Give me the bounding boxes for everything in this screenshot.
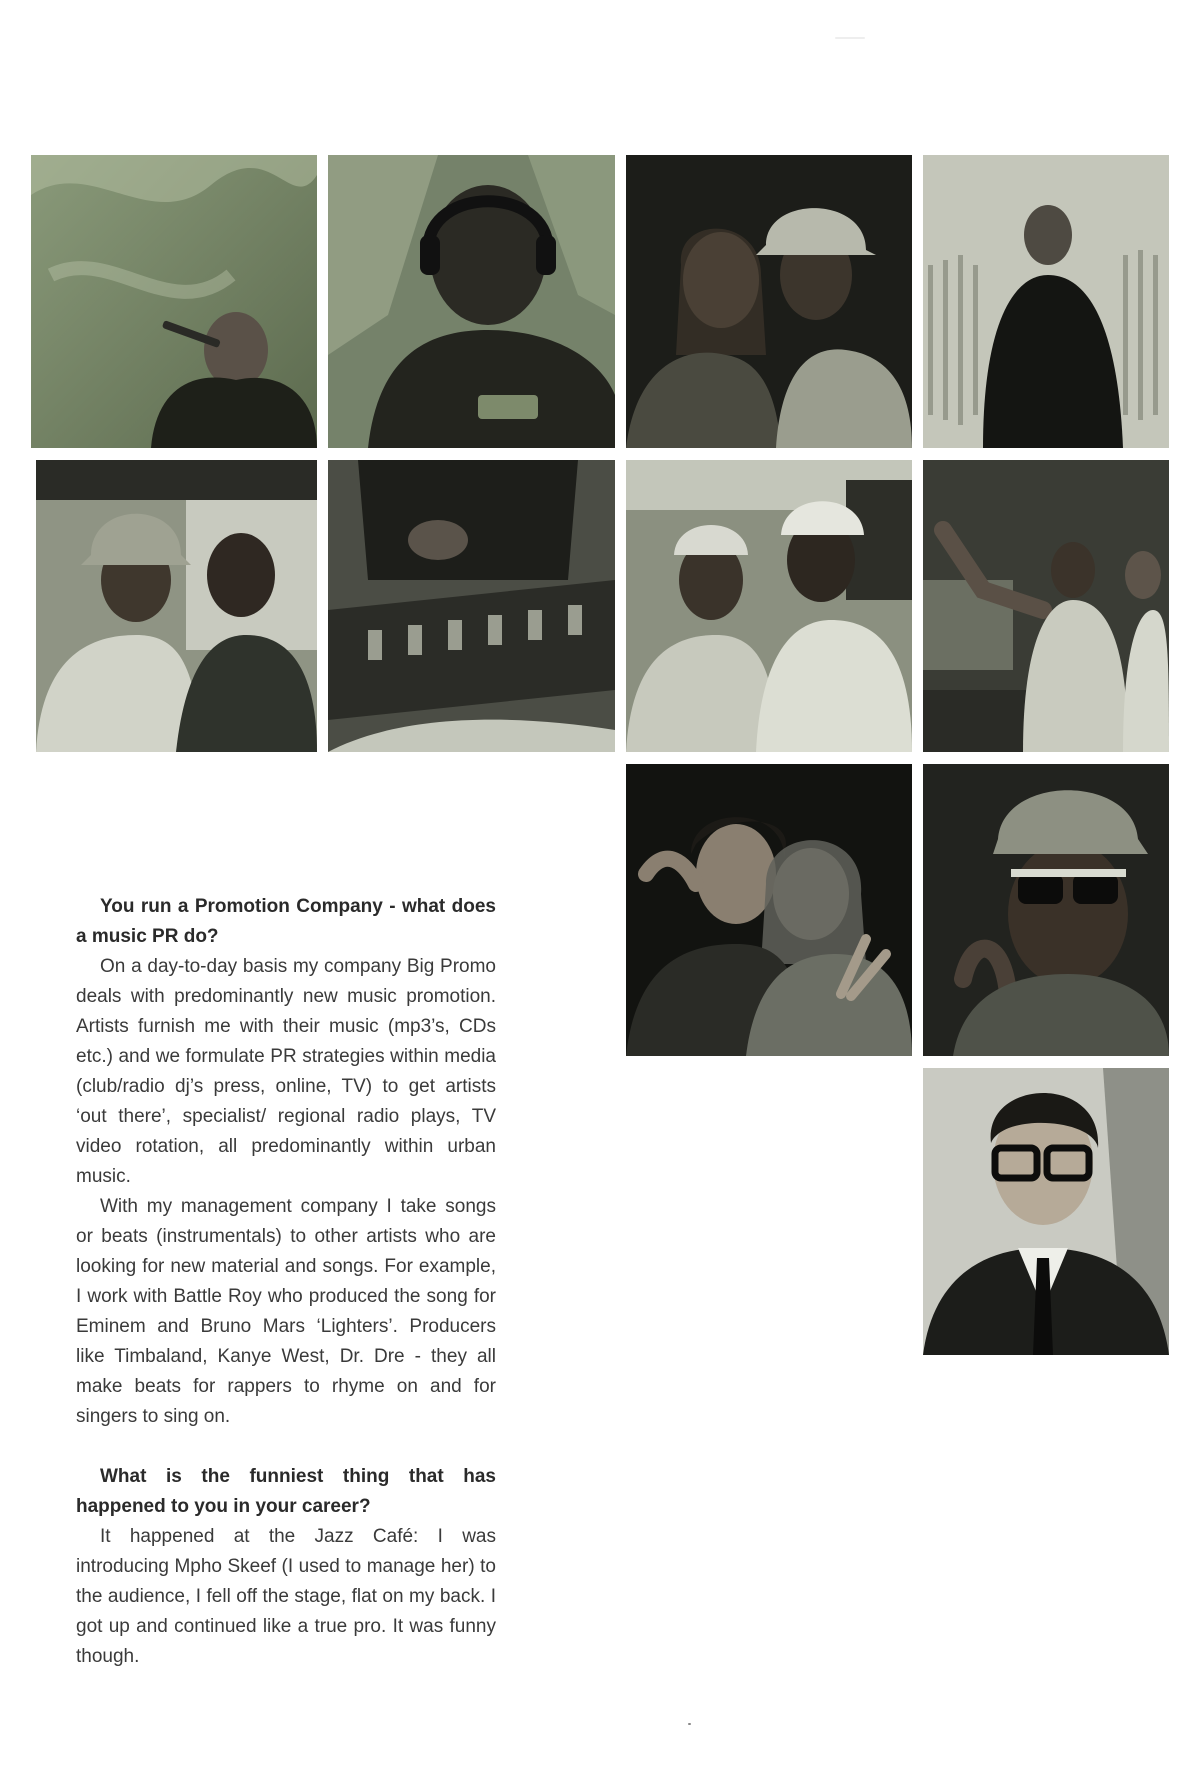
photo-studio-arm-raised [923,460,1169,752]
photo-two-young-men-hand-signs [626,764,912,1056]
photo-two-men-smiling [36,460,317,752]
photo-man-glasses-suit [923,1068,1169,1355]
photo-dj-headphones [328,155,615,448]
interview-answer-paragraph: With my management company I take songs or beats (instrumentals) to other artists who are looking for new material and songs. For example, I work with Battle Roy who produced the song for Eminem and Bruno Mars ‘Lighters’. Producers like Timbaland, Kanye West, Dr. Dre - they all make beats for rappers to rhyme on and for singers to sing on. [76,1196,496,1427]
photo-two-men-caps [626,460,912,752]
photo-woman-and-man-bucket-hat [626,155,912,448]
photo-dj-mixer-hands [328,460,615,752]
photo-young-man-hoodie-fence [923,155,1169,448]
interview-question: What is the funniest thing that has happened to you in your career? [76,1466,496,1517]
section-spacer [76,1432,496,1462]
photo-man-cap-sunglasses [923,764,1169,1056]
interview-question: You run a Promotion Company - what does a music PR do? [76,896,496,947]
print-speck [835,37,865,39]
print-speck [688,1723,691,1725]
interview-article [76,892,496,1672]
interview-answer-paragraph: It happened at the Jazz Café: I was introducing Mpho Skeef (I used to manage her) to the audience, I fell off the stage, flat on my back. I got up and continued like a true pro. It was funny though. [76,1526,496,1667]
interview-answer-paragraph: On a day-to-day basis my company Big Promo deals with predominantly new music promotion. Artists furnish me with their music (mp3’s, CDs etc.) and we formulate PR strategies within media (club/radio dj’s press, online, TV) to get artists ‘out there’, specialist/ regional radio plays, TV video rotation, all predominantly within urban music. [76,956,496,1187]
photo-mc-with-microphone [31,155,317,448]
